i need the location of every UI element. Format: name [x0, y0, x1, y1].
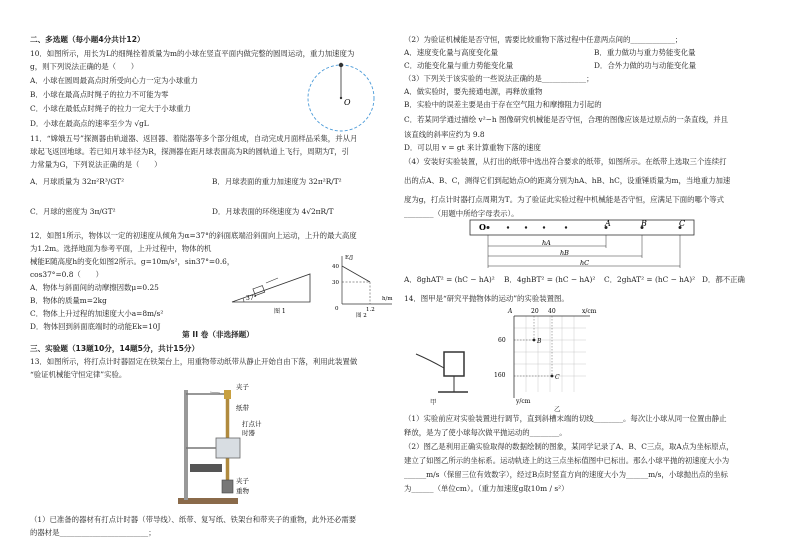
point-b-dot [533, 339, 536, 342]
label-timer-line1: 打点计 [242, 420, 262, 428]
pivot-label: O [344, 98, 351, 107]
q11-option-b: B．月球表面的重力加速度为 32π²R/T² [212, 177, 342, 186]
pivot-point [340, 97, 342, 99]
grid-lines [514, 316, 586, 392]
ha-label: hA [542, 239, 551, 247]
graph-x-tick: 1.2 [366, 307, 375, 313]
q11-stem-line2: 球起飞返回地球。若已知月球半径为R，探测器在距月球表面高为R的圆轨道上飞行，周期为T，引 [30, 147, 350, 156]
label-weight: 重物 [236, 487, 249, 495]
q13-part1-line1: （1）已准备的器材有打点计时器（带导线）、纸带、复写纸、铁架台和带夹子的重物，此外还必需要 [30, 515, 357, 524]
figure-yi-caption: 乙 [554, 405, 561, 413]
q12-option-c: C．物体上升过程的加速度大小a=8m/s² [30, 309, 164, 318]
q12-figure-1-incline [226, 266, 318, 316]
q13-part3-option-b: B．实验中的误差主要是由于存在空气阻力和摩擦阻力引起的 [404, 100, 602, 109]
tape-strip [470, 220, 694, 235]
q13-part3-stem: （3）下列关于该实验的一些说法正确的是____________； [404, 74, 594, 83]
grid-y-unit: y/cm [516, 398, 531, 405]
tape-dot [543, 226, 545, 228]
section-experiment-heading: 三、实验题（13题10分，14题5分，共计15分） [30, 344, 200, 353]
q12-option-d: D．物体回到斜面底端时的动能Ek=10J [30, 322, 161, 331]
q13-part3-option-a: A．做实验时，要先接通电源，再释放重物 [404, 87, 543, 96]
q13-part2-option-d: D．合外力做的功与动能变化量 [594, 61, 697, 70]
tape-dot [507, 226, 509, 228]
hc-label: hC [580, 259, 590, 267]
label-paper-tape: 纸带 [236, 404, 249, 412]
q10-option-b: B．小球在最高点时绳子的拉力不可能为零 [30, 90, 169, 99]
point-b-label: B [641, 219, 647, 228]
q14-part2-line1: （2）图乙是利用正确实验取得的数据绘制的图象，某同学记录了A、B、C三点，取A点为坐标原点， [404, 442, 734, 451]
q10-option-c: C．小球在最低点时绳子的拉力一定大于小球重力 [30, 104, 191, 113]
figure-jia-caption: 甲 [430, 398, 437, 406]
graph-x-label: h/m [382, 296, 393, 302]
energy-line [342, 266, 370, 282]
q13-part4-option-d: D．都不正确 [702, 275, 745, 284]
point-o-dot [487, 226, 490, 229]
q14-part1-line2: 释放，是为了使小球每次做平抛运动的________。 [404, 428, 567, 437]
ramp-chute [416, 354, 444, 368]
section-multi-choice-heading: 二、多选题（每小题4分共计12） [30, 35, 145, 44]
q13-part2-stem: （2）为验证机械能是否守恒，需要比较重物下落过程中任意两点间的____________； [404, 35, 683, 44]
q13-part2-option-c: C．动能变化量与重力势能变化量 [404, 61, 514, 70]
q10-option-a: A．小球在圆周最高点时所受向心力一定为小球重力 [30, 76, 198, 85]
top-clip [224, 390, 231, 399]
figure-2-caption: 图 2 [356, 313, 367, 318]
hb-label: hB [560, 249, 569, 257]
q13-part4-line1: （4）安装好实验装置，从打出的纸带中选出符合要求的纸带，如图所示。在纸带上选取三个连续打 [404, 157, 727, 166]
paper-tape-figure [466, 218, 698, 270]
q14-part2-line2: 建立了如图乙所示的坐标系。运动轨迹上的这三点坐标值图中已标出。那么小球平抛的初速度大小为 [404, 456, 730, 465]
q12-figure-2-graph [330, 252, 400, 318]
apparatus-board [444, 352, 464, 376]
q13-apparatus-figure [170, 380, 290, 512]
point-o-label: O [479, 222, 486, 232]
weight [222, 480, 233, 493]
q13-stem-line2: “验证机械能守恒定律”实验。 [30, 370, 127, 379]
q12-option-a: A．物体与斜面间的动摩擦因数μ=0.25 [30, 283, 159, 292]
q13-part2-option-a: A．速度变化量与高度变化量 [404, 48, 499, 57]
q14-figure-jia-apparatus [408, 340, 468, 398]
q13-stem-line1: 13．如图所示，将打点计时器固定在铁架台上，用重物带动纸带从静止开始自由下落，利用此装置做 [30, 357, 358, 366]
q13-part4-option-b: B．4ghBT² = (hC − hA)² [504, 275, 596, 284]
q14-stem: 14．图甲是“研究平抛物体的运动”的实验装置图。 [404, 294, 569, 303]
q14-figure-yi-grid [490, 302, 610, 406]
q13-part2-option-b: B．重力做功与重力势能变化量 [594, 48, 696, 57]
grid-point-c-label: C [555, 374, 560, 381]
q12-stem-line1: 12．如图1所示，物体以一定的初速度从倾角为α=37°的斜面底端沿斜面向上运动，上升的最大高度 [30, 231, 357, 240]
grid-origin-a: A [508, 308, 513, 315]
incline-angle-label: 37° [246, 295, 257, 302]
q10-stem-line1: 10．如图所示，用长为L的细绳拴着质量为m的小球在竖直平面内做完整的圆周运动，重力加速度为 [30, 49, 355, 58]
q11-option-a: A．月球质量为 32π²R³/GT² [30, 177, 125, 186]
tape-dot [525, 226, 527, 228]
graph-y-label: E/J [345, 255, 354, 261]
graph-y-tick-30: 30 [332, 280, 339, 286]
q13-part4-line4: ________（用题中所给字母表示）。 [404, 209, 519, 218]
q10-circle-figure [303, 60, 379, 136]
q10-stem-line2: g，则下列说法正确的是（ ） [30, 62, 139, 71]
q12-stem-line2: 为1.2m。选择地面为参考平面，上升过程中，物体的机 [30, 244, 212, 253]
ball [339, 63, 343, 67]
velocity-arrow [266, 278, 278, 283]
incline-triangle [232, 274, 310, 302]
point-a-label: A [605, 219, 611, 228]
label-timer-line2: 时器 [242, 429, 255, 437]
q13-part3-option-c-line2: 该直线的斜率应约为 9.8 [404, 130, 485, 139]
label-clip-bottom: 夹子 [236, 477, 249, 485]
q13-part1-line2: 的器材是________________________； [30, 528, 156, 537]
tape-dot [565, 226, 567, 228]
q13-part3-option-d: D．可以用 v = gt 来计算重物下落的速度 [404, 143, 541, 152]
q12-stem-line4: cos37°=0.8（ ） [30, 270, 103, 279]
q12-stem-line3: 械能E随高度h的变化如图2所示。g=10m/s²，sin37°=0.6， [30, 257, 235, 266]
label-clip-top: 夹子 [236, 383, 249, 391]
q14-part2-line3: ______m/s（保留三位有效数字），经过B点时竖直方向的速度大小为______m/s，小球抛出点的坐标 [404, 470, 728, 479]
grid-y-tick-160: 160 [494, 372, 506, 379]
q12-option-b: B．物体的质量m=2kg [30, 296, 107, 305]
power-box [190, 464, 222, 472]
q13-part4-option-c: C．2ghAT² = (hC − hA)² [604, 275, 696, 284]
q13-part4-line3: 度为g，打点计时器打点周期为T。为了验证此实验过程中机械能是否守恒，应满足下面的哪个等式 [404, 195, 725, 204]
grid-y-tick-60: 60 [498, 337, 506, 344]
q10-option-d: D．小球在最高点的速率至少为 √gL [30, 119, 149, 128]
q11-option-c: C．月球的密度为 3π/GT² [30, 207, 116, 216]
grid-x-tick-40: 40 [548, 308, 556, 315]
figure-1-caption: 图 1 [274, 308, 286, 315]
grid-x-tick-20: 20 [531, 308, 539, 315]
graph-origin: 0 [335, 306, 339, 312]
stand-rod [184, 390, 188, 500]
timer-body [216, 438, 240, 458]
q11-option-d: D．月球表面的环绕速度为 4√2πR/T [212, 207, 334, 216]
q13-part4-option-a: A．8ghAT² = (hC − hA)² [404, 275, 495, 284]
angle-arc [243, 298, 244, 302]
grid-x-unit: x/cm [582, 308, 597, 315]
q11-stem-line1: 11．“嫦娥五号”探测器由轨道器、返回器、着陆器等多个部分组成，自动完成月面样品采集，并从月 [30, 134, 358, 143]
q11-stem-line3: 力常量为G，下列说法正确的是（ ） [30, 160, 162, 169]
volume-2-heading: 第 II 卷（非选择题） [182, 330, 254, 339]
point-c-label: C [679, 219, 686, 228]
grid-point-b-label: B [537, 338, 542, 345]
q14-part1-line1: （1）实验前应对实验装置进行调节，直到斜槽末端的切线________。每次让小球从同一位置由静止 [404, 414, 727, 423]
q13-part4-line2: 出的点A、B、C，测得它们到起始点O的距离分别为hA、hB、hC，设重锤质量为m，当地重力加速 [404, 176, 731, 185]
graph-y-tick-40: 40 [332, 264, 339, 270]
q13-part3-option-c-line1: C．若某同学通过描绘 v²−h 图像研究机械能是否守恒，合理的图像应该是过原点的一条直线，并且 [404, 115, 729, 124]
label-leader-clip-top [210, 392, 220, 393]
q14-part2-line4: 为______（单位cm）。（重力加速度g取10m / s²） [404, 484, 569, 493]
point-c-dot [551, 375, 554, 378]
